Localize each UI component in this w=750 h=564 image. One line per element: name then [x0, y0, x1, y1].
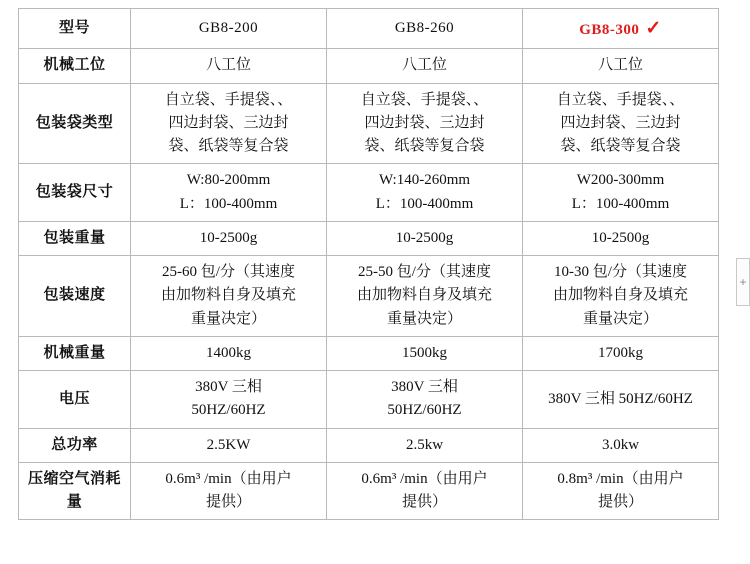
cell-text: 四边封袋、三边封: [560, 114, 681, 131]
cell-machine-weight-model-2: [327, 336, 523, 370]
table-row-station: [19, 49, 719, 83]
header-cell-model-2: GB8-260: [327, 9, 523, 49]
table-row-pack-speed: [19, 256, 719, 337]
cell-text: 50HZ/60HZ: [191, 402, 266, 419]
cell-pack-weight-model-3: [523, 221, 719, 255]
header-model-3-text: GB8-300: [579, 22, 640, 38]
cell-text: 10-2500g: [591, 229, 650, 246]
cell-text: 1700kg: [598, 344, 643, 361]
row-label-station: 机械工位: [19, 49, 131, 83]
cell-text: 重量决定）: [386, 310, 462, 327]
cell-text: 八工位: [401, 57, 447, 74]
cell-text: 380V 三相: [195, 379, 262, 396]
cell-text: W:140-260mm: [378, 172, 471, 189]
cell-text: 50HZ/60HZ: [387, 402, 462, 419]
row-label-text: 压缩空气消耗量: [27, 470, 121, 511]
cell-text: 自立袋、手提袋、、: [556, 91, 685, 108]
cell-bag-type-model-2: [327, 83, 523, 164]
cell-text: 380V 三相: [391, 379, 458, 396]
cell-text: 八工位: [205, 57, 251, 74]
cell-text: 25-60 包/分（其速度: [162, 264, 295, 281]
cell-station-model-1: [131, 49, 327, 83]
cell-pack-weight-model-1: [131, 221, 327, 255]
cell-text: 2.5KW: [206, 436, 251, 453]
check-icon: ✓: [645, 18, 662, 39]
cell-bag-size-model-2: [327, 164, 523, 222]
table-row-pack-weight: [19, 221, 719, 255]
table-row-air-consumption: [19, 462, 719, 520]
cell-machine-weight-model-3: [523, 336, 719, 370]
row-label-voltage: 电压: [19, 371, 131, 429]
side-expand-button[interactable]: [736, 258, 750, 306]
cell-text: 袋、纸袋等复合袋: [560, 138, 681, 155]
cell-power-model-3: [523, 428, 719, 462]
cell-text: 2.5kw: [405, 436, 444, 453]
cell-text: 由加物料自身及填充: [356, 287, 492, 304]
cell-text: 由加物料自身及填充: [160, 287, 296, 304]
cell-station-model-3: [523, 49, 719, 83]
cell-text: 四边封袋、三边封: [364, 114, 485, 131]
cell-voltage-model-2: [327, 371, 523, 429]
row-label-machine-weight: 机械重量: [19, 336, 131, 370]
specification-table: [18, 8, 719, 520]
cell-text: L：100-400mm: [375, 195, 474, 212]
cell-power-model-2: [327, 428, 523, 462]
cell-text: L：100-400mm: [571, 195, 670, 212]
row-label-pack-weight: 包装重量: [19, 221, 131, 255]
table-row-bag-type: [19, 83, 719, 164]
row-label-text: 包装袋类型: [35, 114, 114, 131]
cell-text: 八工位: [597, 57, 643, 74]
table-row-bag-size: [19, 164, 719, 222]
plus-icon: +: [739, 275, 747, 289]
cell-text: 0.6m³ /min（由用户: [361, 470, 488, 487]
row-label-bag-type: [19, 83, 131, 164]
cell-text: 10-2500g: [199, 229, 258, 246]
cell-text: 0.8m³ /min（由用户: [557, 470, 684, 487]
cell-bag-size-model-1: [131, 164, 327, 222]
cell-text: 重量决定）: [190, 310, 266, 327]
row-label-bag-size: [19, 164, 131, 222]
cell-bag-type-model-3: [523, 83, 719, 164]
cell-text: 重量决定）: [582, 310, 658, 327]
cell-pack-speed-model-2: [327, 256, 523, 337]
cell-text: 自立袋、手提袋、、: [360, 91, 489, 108]
table-row-voltage: [19, 371, 719, 429]
cell-text: W:80-200mm: [186, 172, 271, 189]
cell-bag-type-model-1: [131, 83, 327, 164]
cell-text: 四边封袋、三边封: [168, 114, 289, 131]
cell-bag-size-model-3: [523, 164, 719, 222]
cell-text: 3.0kw: [601, 436, 640, 453]
cell-voltage-model-3: [523, 371, 719, 429]
cell-voltage-model-1: [131, 371, 327, 429]
cell-power-model-1: [131, 428, 327, 462]
row-label-pack-speed: 包装速度: [19, 256, 131, 337]
header-cell-model-1: GB8-200: [131, 9, 327, 49]
row-label-text: 包装袋尺寸: [35, 184, 114, 201]
row-label-power: 总功率: [19, 428, 131, 462]
cell-text: 25-50 包/分（其速度: [358, 264, 491, 281]
cell-text: 由加物料自身及填充: [552, 287, 688, 304]
cell-text: W200-300mm: [576, 172, 665, 189]
table-header-row: [19, 9, 719, 49]
cell-text: L：100-400mm: [179, 195, 278, 212]
cell-text: 袋、纸袋等复合袋: [168, 138, 289, 155]
cell-air-consumption-model-2: [327, 462, 523, 520]
cell-text: 10-2500g: [395, 229, 454, 246]
cell-text: 0.6m³ /min（由用户: [165, 470, 292, 487]
cell-text: 380V 三相 50HZ/60HZ: [548, 390, 693, 407]
cell-text: 提供）: [597, 494, 643, 511]
cell-pack-speed-model-3: [523, 256, 719, 337]
header-cell-model-label: 型号: [19, 9, 131, 49]
row-label-air-consumption: [19, 462, 131, 520]
cell-pack-weight-model-2: [327, 221, 523, 255]
cell-air-consumption-model-3: [523, 462, 719, 520]
cell-text: 袋、纸袋等复合袋: [364, 138, 485, 155]
cell-text: 1400kg: [206, 344, 251, 361]
cell-text: 1500kg: [402, 344, 447, 361]
cell-machine-weight-model-1: [131, 336, 327, 370]
cell-station-model-2: [327, 49, 523, 83]
table-row-power: [19, 428, 719, 462]
cell-air-consumption-model-1: [131, 462, 327, 520]
cell-text: 自立袋、手提袋、、: [164, 91, 293, 108]
cell-text: 提供）: [401, 494, 447, 511]
cell-text: 10-30 包/分（其速度: [554, 264, 687, 281]
cell-pack-speed-model-1: [131, 256, 327, 337]
header-cell-model-3: [523, 9, 719, 49]
cell-text: 提供）: [205, 494, 251, 511]
table-row-machine-weight: [19, 336, 719, 370]
